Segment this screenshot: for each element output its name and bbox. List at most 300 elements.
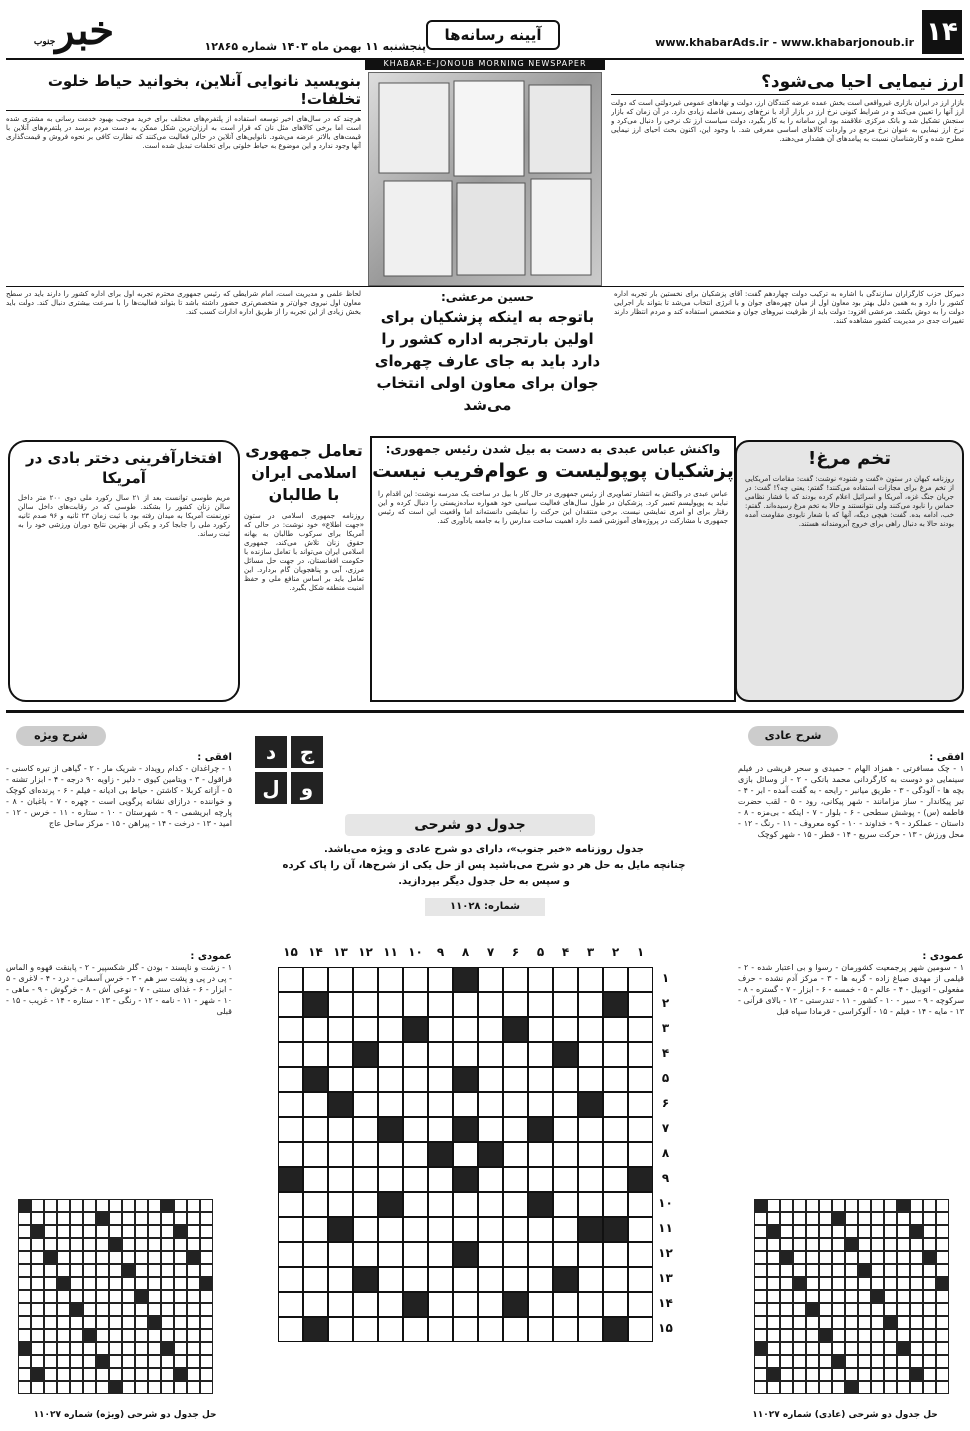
grid-cell[interactable] — [478, 1192, 503, 1217]
grid-cell[interactable] — [603, 1242, 628, 1267]
solution-cell — [122, 1329, 135, 1342]
solution-cell — [174, 1316, 187, 1329]
grid-cell[interactable] — [578, 1292, 603, 1317]
grid-cell[interactable] — [353, 1017, 378, 1042]
grid-cell[interactable] — [328, 1317, 353, 1342]
solution-cell — [923, 1329, 936, 1342]
solution-cell — [174, 1277, 187, 1290]
solution-cell — [44, 1303, 57, 1316]
solution-cell — [793, 1264, 806, 1277]
grid-cell-blocked — [428, 1142, 453, 1167]
solution-cell — [70, 1212, 83, 1225]
grid-cell[interactable] — [453, 1217, 478, 1242]
grid-cell[interactable] — [428, 1092, 453, 1117]
grid-cell[interactable] — [603, 1117, 628, 1142]
grid-cell[interactable] — [628, 1067, 653, 1092]
grid-cell[interactable] — [528, 1142, 553, 1167]
grid-cell[interactable] — [553, 1217, 578, 1242]
grid-cell[interactable] — [328, 1192, 353, 1217]
solution-cell — [845, 1277, 858, 1290]
grid-cell[interactable] — [328, 1117, 353, 1142]
grid-cell-blocked — [328, 1092, 353, 1117]
solution-cell — [161, 1238, 174, 1251]
solution-cell-blocked — [910, 1225, 923, 1238]
grid-cell[interactable] — [503, 1092, 528, 1117]
grid-cell[interactable] — [303, 1217, 328, 1242]
grid-cell[interactable] — [528, 1167, 553, 1192]
grid-cell[interactable] — [628, 1267, 653, 1292]
grid-cell[interactable] — [378, 1267, 403, 1292]
solution-cell — [96, 1277, 109, 1290]
solution-cell — [109, 1290, 122, 1303]
grid-cell[interactable] — [603, 1192, 628, 1217]
grid-cell[interactable] — [478, 1317, 503, 1342]
grid-cell[interactable] — [328, 1167, 353, 1192]
grid-cell[interactable] — [328, 1142, 353, 1167]
solution-cell — [187, 1381, 200, 1394]
crossword-grid[interactable] — [268, 945, 698, 1375]
grid-cell[interactable] — [328, 1017, 353, 1042]
solution-cell — [754, 1368, 767, 1381]
grid-cell[interactable] — [303, 967, 328, 992]
grid-cell[interactable] — [453, 992, 478, 1017]
grid-cell[interactable] — [403, 1167, 428, 1192]
grid-cell[interactable] — [278, 1192, 303, 1217]
grid-cell[interactable] — [603, 1267, 628, 1292]
grid-cell[interactable] — [353, 1292, 378, 1317]
solution-cell — [767, 1355, 780, 1368]
grid-cell[interactable] — [303, 1042, 328, 1067]
grid-cell[interactable] — [328, 1042, 353, 1067]
solution-cell — [135, 1238, 148, 1251]
grid-cell[interactable] — [453, 1317, 478, 1342]
grid-cell[interactable] — [628, 967, 653, 992]
grid-cell[interactable] — [603, 1292, 628, 1317]
grid-cell[interactable] — [378, 1317, 403, 1342]
grid-cell[interactable] — [353, 1242, 378, 1267]
solution-cell — [832, 1225, 845, 1238]
solution-cell — [871, 1303, 884, 1316]
grid-cell[interactable] — [528, 992, 553, 1017]
solution-cell — [174, 1342, 187, 1355]
grid-cell[interactable] — [403, 1267, 428, 1292]
grid-cell[interactable] — [278, 1092, 303, 1117]
grid-cell[interactable] — [378, 967, 403, 992]
solution-cell — [871, 1264, 884, 1277]
grid-cell[interactable] — [428, 1242, 453, 1267]
solution-cell — [174, 1238, 187, 1251]
grid-cell[interactable] — [528, 1292, 553, 1317]
grid-cell[interactable] — [353, 967, 378, 992]
grid-cell[interactable] — [553, 1017, 578, 1042]
grid-cell[interactable] — [553, 992, 578, 1017]
grid-cell[interactable] — [628, 1092, 653, 1117]
grid-cell[interactable] — [578, 1242, 603, 1267]
grid-cell[interactable] — [428, 1017, 453, 1042]
grid-cell[interactable] — [353, 1192, 378, 1217]
grid-cell[interactable] — [353, 1217, 378, 1242]
solution-cell — [923, 1381, 936, 1394]
solution-cell — [83, 1303, 96, 1316]
grid-cell[interactable] — [553, 1317, 578, 1342]
grid-cell[interactable] — [478, 1217, 503, 1242]
grid-cell[interactable] — [578, 992, 603, 1017]
grid-cell[interactable] — [578, 967, 603, 992]
grid-cell[interactable] — [528, 1017, 553, 1042]
grid-cell[interactable] — [403, 1142, 428, 1167]
grid-cell[interactable] — [578, 1317, 603, 1342]
grid-cell[interactable] — [478, 1017, 503, 1042]
grid-cell[interactable] — [603, 1092, 628, 1117]
grid-cell[interactable] — [528, 1217, 553, 1242]
solution-cell — [109, 1368, 122, 1381]
grid-cell[interactable] — [578, 1117, 603, 1142]
solution-cell — [122, 1199, 135, 1212]
grid-cell[interactable] — [553, 967, 578, 992]
solution-cell — [44, 1225, 57, 1238]
solution-cell — [70, 1381, 83, 1394]
solution-cell — [819, 1303, 832, 1316]
solution-cell — [109, 1329, 122, 1342]
grid-cell[interactable] — [428, 1067, 453, 1092]
grid-cell[interactable] — [528, 1042, 553, 1067]
grid-cell[interactable] — [603, 1042, 628, 1067]
solution-cell — [884, 1264, 897, 1277]
solution-cell — [18, 1316, 31, 1329]
grid-cell[interactable] — [378, 1217, 403, 1242]
grid-cell[interactable] — [403, 967, 428, 992]
grid-cell[interactable] — [628, 1117, 653, 1142]
grid-cell[interactable] — [378, 1092, 403, 1117]
grid-cell[interactable] — [428, 1317, 453, 1342]
grid-cell[interactable] — [503, 1042, 528, 1067]
grid-cell[interactable] — [428, 1267, 453, 1292]
grid-cell[interactable] — [328, 992, 353, 1017]
grid-row-number: ۸ — [661, 1146, 670, 1160]
grid-cell[interactable] — [428, 967, 453, 992]
solution-cell — [96, 1264, 109, 1277]
article-title: تخم مرغ! — [808, 448, 891, 469]
solution-cell — [18, 1290, 31, 1303]
grid-cell[interactable] — [553, 1292, 578, 1317]
grid-cell[interactable] — [303, 1117, 328, 1142]
grid-cell[interactable] — [578, 1067, 603, 1092]
grid-cell[interactable] — [528, 967, 553, 992]
solution-cell — [806, 1290, 819, 1303]
grid-cell[interactable] — [553, 1192, 578, 1217]
grid-column-number: ۱۱ — [383, 945, 398, 959]
grid-cell[interactable] — [303, 1267, 328, 1292]
grid-cell[interactable] — [453, 1267, 478, 1292]
grid-cell[interactable] — [628, 1017, 653, 1042]
grid-cell[interactable] — [503, 1317, 528, 1342]
grid-cell[interactable] — [428, 1042, 453, 1067]
solution-cell-blocked — [96, 1355, 109, 1368]
solution-cell — [96, 1342, 109, 1355]
solution-cell — [806, 1251, 819, 1264]
grid-cell[interactable] — [528, 1092, 553, 1117]
article-continued-body: لحاظ علمی و مدیریت است، امام شرایطی که رئیس جمهوری محترم تجربه اول برای اداره کشور را دارند باید در سطح معاون اول نیروی جوان‌تر و متخصص‌تری حضور داشته باشد تا بتواند فعالیت‌ها را با سرعت بیشتری دنبال کند. دولت باید بخش زیادی از این تجربه را از طریق اداره ادارات کسب کند. — [6, 290, 361, 316]
grid-cell[interactable] — [603, 1017, 628, 1042]
grid-cell[interactable] — [553, 1117, 578, 1142]
grid-column-number: ۹ — [436, 945, 445, 959]
solution-cell — [819, 1355, 832, 1368]
grid-cell[interactable] — [503, 1167, 528, 1192]
grid-cell[interactable] — [403, 1217, 428, 1242]
grid-cell[interactable] — [628, 1292, 653, 1317]
grid-cell[interactable] — [578, 1267, 603, 1292]
down-clues: ۱ - سومین شهر پرجمعیت کشورمان - رسوا و بی اعتبار شده - ۲ - قیلمی از مهدی صباغ زاده - گربه ها - ۳ - مرکز آدم نشده - حرف مفعولی - اتوبیل - ۴ - عالم - ۵ - خمسه - ۶ - ابزار - ۷ - گستره - ۸ - سرکوچه - ۹ - سیر - ۱۰ - کشور - ۱۱ - تندرستی - ۱۲ - بالای قرآنی - ۱۳ - مایه - ۱۴ - فیلم - ۱۵ - آلوکراسی - قرمادا سپاه قبل — [738, 963, 964, 1016]
solution-cell — [923, 1238, 936, 1251]
grid-cell[interactable] — [453, 1142, 478, 1167]
solution-cell — [871, 1316, 884, 1329]
grid-cell[interactable] — [403, 1192, 428, 1217]
solution-cell — [780, 1277, 793, 1290]
grid-cell[interactable] — [403, 1092, 428, 1117]
solution-cell — [767, 1264, 780, 1277]
grid-cell[interactable] — [428, 1117, 453, 1142]
grid-cell[interactable] — [553, 1142, 578, 1167]
solution-cell — [819, 1212, 832, 1225]
solution-cell — [122, 1355, 135, 1368]
grid-cell[interactable] — [353, 1167, 378, 1192]
grid-cell[interactable] — [628, 1042, 653, 1067]
grid-cell[interactable] — [278, 1267, 303, 1292]
solution-cell — [780, 1329, 793, 1342]
grid-cell[interactable] — [303, 1142, 328, 1167]
grid-cell[interactable] — [628, 1192, 653, 1217]
grid-cell[interactable] — [453, 1192, 478, 1217]
grid-cell[interactable] — [503, 992, 528, 1017]
grid-cell[interactable] — [278, 1017, 303, 1042]
grid-cell[interactable] — [503, 1217, 528, 1242]
solution-cell — [754, 1381, 767, 1394]
grid-cell[interactable] — [353, 1067, 378, 1092]
solution-cell-blocked — [858, 1264, 871, 1277]
solution-cell — [187, 1342, 200, 1355]
grid-cell[interactable] — [278, 1067, 303, 1092]
solution-cell — [200, 1238, 213, 1251]
grid-cell[interactable] — [453, 1017, 478, 1042]
grid-cell[interactable] — [378, 1292, 403, 1317]
grid-cell[interactable] — [378, 1042, 403, 1067]
grid-cell[interactable] — [328, 967, 353, 992]
grid-cell[interactable] — [478, 1292, 503, 1317]
solution-cell — [858, 1381, 871, 1394]
grid-cell[interactable] — [428, 992, 453, 1017]
grid-cell[interactable] — [353, 1092, 378, 1117]
solution-cell — [910, 1316, 923, 1329]
date-line: پنجشنبه ۱۱ بهمن ماه ۱۴۰۳ شماره ۱۲۸۶۵ — [204, 40, 426, 53]
grid-cell[interactable] — [303, 1017, 328, 1042]
puzzle-desc-1: جدول روزنامه «خبر جنوب»، دارای دو شرح عادی و ویژه می‌باشد. — [324, 844, 644, 855]
grid-cell[interactable] — [503, 1117, 528, 1142]
grid-cell[interactable] — [553, 1067, 578, 1092]
grid-cell[interactable] — [503, 1267, 528, 1292]
solution-cell — [109, 1251, 122, 1264]
solution-cell-blocked — [174, 1368, 187, 1381]
grid-cell[interactable] — [553, 1092, 578, 1117]
grid-cell[interactable] — [278, 1317, 303, 1342]
grid-cell[interactable] — [553, 1242, 578, 1267]
solution-cell — [187, 1264, 200, 1277]
grid-cell[interactable] — [353, 1142, 378, 1167]
grid-cell[interactable] — [528, 1267, 553, 1292]
grid-cell[interactable] — [403, 1042, 428, 1067]
down-clues: ۱ - زشت و ناپسند - بودن - گلر شکسپیر - ۲ - پابنقت قهوه و الماس - پی در پی و پشت سر هم - ۳ - خرس آسمانی - درد - ۴ - لاغری - ۵ - ابزار - ۶ - غذای سنتی - ۷ - نوعی آش - ۸ - خرگوش - ۹ - ماهی - ۱۰ - شهر - ۱۱ - نامه - ۱۲ - رنگی - ۱۳ - ستاره - ۱۴ - غریب - ۱۵ - قبلی — [6, 963, 232, 1016]
grid-cell[interactable] — [603, 1142, 628, 1167]
grid-cell[interactable] — [578, 1192, 603, 1217]
grid-cell[interactable] — [528, 1242, 553, 1267]
solution-cell — [174, 1251, 187, 1264]
grid-row-number: ۴ — [661, 1046, 670, 1060]
solution-cell — [44, 1316, 57, 1329]
solution-cell — [148, 1225, 161, 1238]
grid-cell[interactable] — [278, 992, 303, 1017]
grid-cell[interactable] — [278, 1242, 303, 1267]
grid-cell[interactable] — [503, 1242, 528, 1267]
grid-cell[interactable] — [428, 1292, 453, 1317]
grid-cell[interactable] — [453, 1042, 478, 1067]
solution-cell — [884, 1303, 897, 1316]
solution-cell — [161, 1381, 174, 1394]
grid-cell[interactable] — [403, 1242, 428, 1267]
grid-cell[interactable] — [278, 1217, 303, 1242]
grid-cell[interactable] — [578, 1042, 603, 1067]
grid-cell[interactable] — [278, 1042, 303, 1067]
solution-cell — [174, 1290, 187, 1303]
solution-cell — [122, 1368, 135, 1381]
grid-cell[interactable] — [428, 1192, 453, 1217]
puzzle-desc-3: و سپس به حل جدول دیگر بپردازید. — [398, 876, 570, 887]
grid-cell[interactable] — [328, 1242, 353, 1267]
grid-cell[interactable] — [478, 992, 503, 1017]
solution-cell — [18, 1264, 31, 1277]
puzzle-special-clues — [6, 726, 232, 1166]
grid-cell[interactable] — [528, 1317, 553, 1342]
grid-cell[interactable] — [503, 1067, 528, 1092]
grid-cell[interactable] — [403, 992, 428, 1017]
grid-cell[interactable] — [478, 967, 503, 992]
grid-cell[interactable] — [628, 1317, 653, 1342]
grid-cell[interactable] — [603, 1167, 628, 1192]
solution-cell — [780, 1212, 793, 1225]
grid-cell[interactable] — [278, 967, 303, 992]
grid-cell[interactable] — [378, 1142, 403, 1167]
grid-cell[interactable] — [478, 1242, 503, 1267]
grid-cell[interactable] — [403, 1067, 428, 1092]
grid-cell[interactable] — [628, 992, 653, 1017]
down-label: عمودی : — [190, 951, 232, 962]
grid-cell[interactable] — [428, 1217, 453, 1242]
grid-cell[interactable] — [603, 967, 628, 992]
grid-cell[interactable] — [428, 1167, 453, 1192]
grid-cell[interactable] — [503, 1192, 528, 1217]
grid-cell[interactable] — [378, 1167, 403, 1192]
grid-cell-blocked — [503, 1292, 528, 1317]
solution-cell — [187, 1329, 200, 1342]
grid-cell[interactable] — [278, 1117, 303, 1142]
grid-cell[interactable] — [403, 1317, 428, 1342]
grid-cell[interactable] — [578, 1017, 603, 1042]
grid-cell[interactable] — [278, 1292, 303, 1317]
grid-cell[interactable] — [478, 1092, 503, 1117]
grid-cell-blocked — [603, 1217, 628, 1242]
grid-cell[interactable] — [303, 1092, 328, 1117]
grid-cell[interactable] — [453, 1292, 478, 1317]
solution-cell — [897, 1290, 910, 1303]
grid-cell[interactable] — [478, 1067, 503, 1092]
grid-cell[interactable] — [528, 1067, 553, 1092]
grid-cell[interactable] — [303, 1292, 328, 1317]
solution-cell — [200, 1212, 213, 1225]
grid-cell[interactable] — [503, 1142, 528, 1167]
grid-cell[interactable] — [378, 992, 403, 1017]
grid-cell[interactable] — [353, 1117, 378, 1142]
solution-cell — [122, 1225, 135, 1238]
grid-cell[interactable] — [278, 1142, 303, 1167]
grid-cell[interactable] — [628, 1142, 653, 1167]
grid-cell[interactable] — [328, 1292, 353, 1317]
grid-cell[interactable] — [303, 1167, 328, 1192]
grid-cell-blocked — [453, 1167, 478, 1192]
grid-cell[interactable] — [303, 1192, 328, 1217]
grid-cell[interactable] — [478, 1267, 503, 1292]
solution-cell — [845, 1329, 858, 1342]
solution-cell — [936, 1199, 949, 1212]
grid-row-number: ۱۵ — [658, 1321, 673, 1335]
grid-cell[interactable] — [353, 1317, 378, 1342]
grid-cell[interactable] — [378, 1242, 403, 1267]
grid-cell[interactable] — [503, 967, 528, 992]
grid-cell[interactable] — [628, 1217, 653, 1242]
grid-cell[interactable] — [378, 1017, 403, 1042]
solution-cell — [148, 1212, 161, 1225]
solution-cell — [18, 1355, 31, 1368]
grid-cell[interactable] — [378, 1067, 403, 1092]
grid-cell[interactable] — [453, 1092, 478, 1117]
across-label: افقی : — [197, 752, 232, 763]
article-body: روزنامه جمهوری اسلامی در ستون «جهت اطلاع» خود نوشت: در حالی که آمریکا برای سرکوب طالبان به بهانه حقوق زنان تلاش می‌کند، جمهوری اسلامی ایران می‌تواند با تعامل سازنده با حکومت افغانستان، در جهت حل مسائل مرزی، آبی و پناهجویان گام بردارد. این تعامل باید بر اساس منافع ملی و حفظ امنیت منطقه شکل بگیرد. — [244, 512, 364, 592]
solution-cell — [161, 1355, 174, 1368]
grid-cell[interactable] — [628, 1242, 653, 1267]
solution-cell — [161, 1212, 174, 1225]
solution-cell — [806, 1199, 819, 1212]
solution-cell — [832, 1368, 845, 1381]
grid-cell[interactable] — [603, 1067, 628, 1092]
grid-cell[interactable] — [478, 1167, 503, 1192]
article-body: هرچند که در سال‌های اخیر توسعه استفاده از پلتفرم‌های مختلف برای خرید موجب بهبود خدمت رسانی به مشتری شده است اما برخی کالاهای مثل نان که قرار است به ارزان‌ترین شکل ممکن به دست مردم برسد در پلتفرم‌های آنلاین با قیمت‌های بالاتر عرضه می‌شود. نانوایی‌های آنلاین در حالی فعالیت می‌کنند که نظارت کافی بر نحوه فروش و قیمت‌گذاری آنها وجود ندارد و این موضوع به حیاط خلوتی برای تخلفات تبدیل شده است. — [6, 115, 361, 150]
grid-cell[interactable] — [328, 1067, 353, 1092]
grid-cell[interactable] — [478, 1117, 503, 1142]
grid-cell[interactable] — [553, 1167, 578, 1192]
grid-cell[interactable] — [303, 1242, 328, 1267]
grid-column-number: ۱ — [636, 945, 645, 959]
solution-cell-blocked — [871, 1290, 884, 1303]
grid-cell[interactable] — [353, 992, 378, 1017]
grid-cell-blocked — [303, 1317, 328, 1342]
solution-cell — [858, 1329, 871, 1342]
solution-cell — [70, 1355, 83, 1368]
grid-cell[interactable] — [328, 1267, 353, 1292]
solution-cell — [806, 1238, 819, 1251]
grid-cell[interactable] — [578, 1167, 603, 1192]
grid-cell[interactable] — [578, 1142, 603, 1167]
grid-cell[interactable] — [478, 1042, 503, 1067]
grid-cell[interactable] — [403, 1117, 428, 1142]
solution-cell — [57, 1212, 70, 1225]
website-links[interactable]: www.khabarAds.ir - www.khabarjonoub.ir — [655, 36, 914, 49]
